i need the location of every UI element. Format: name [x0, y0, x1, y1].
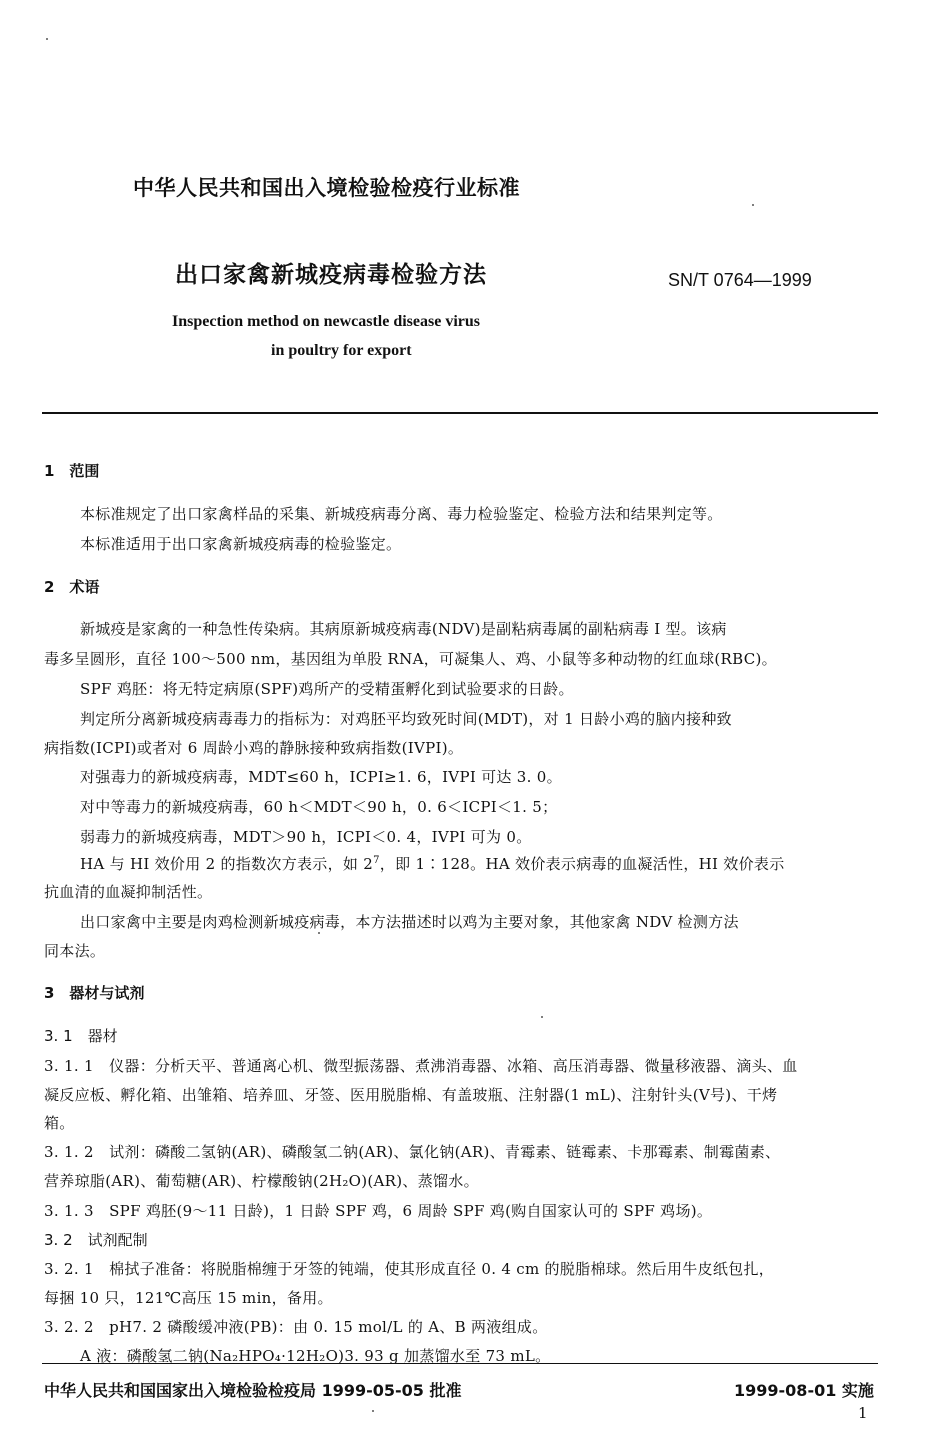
clause-3-2-2-solution-a: A 液：磷酸氢二钠(Na₂HPO₄·12H₂O)3. 93 g 加蒸馏水至 73 mL。 [80, 1347, 551, 1365]
scan-speck [541, 1016, 543, 1018]
ha-hi-text-b: ，即 1∶128。HA 效价表示病毒的血凝活性，HI 效价表示 [379, 855, 785, 873]
section-2-line: 对强毒力的新城疫病毒，MDT≤60 h，ICPI≥1. 6，IVPI 可达 3. 0。 [80, 768, 562, 786]
section-2-line: 判定所分离新城疫病毒毒力的指标为：对鸡胚平均致死时间(MDT)，对 1 日龄小鸡的脑内接种致 [80, 710, 732, 728]
scan-speck [752, 204, 754, 206]
exponent: 7 [373, 855, 380, 866]
clause-3-1-1-cont: 凝反应板、孵化箱、出雏箱、培养皿、牙签、医用脱脂棉、有盖玻瓶、注射器(1 mL)、注射针头(Ⅴ号)、干烤 [44, 1086, 778, 1104]
approval-line: 中华人民共和国国家出入境检验检疫局 1999-05-05 批准 [44, 1381, 462, 1400]
section-1-paragraph-1: 本标准规定了出口家禽样品的采集、新城疫病毒分离、毒力检验鉴定、检验方法和结果判定等。 [80, 505, 723, 523]
section-2-line: 出口家禽中主要是肉鸡检测新城疫病毒，本方法描述时以鸡为主要对象，其他家禽 NDV 检测方法 [80, 913, 739, 931]
section-2-line: 新城疫是家禽的一种急性传染病。其病原新城疫病毒(NDV)是副粘病毒属的副粘病毒 I 型。该病 [80, 620, 727, 638]
english-title-line-2: in poultry for export [271, 342, 412, 359]
clause-3-2-2: 3. 2. 2 pH7. 2 磷酸缓冲液(PB)：由 0. 15 mol/L 的 A、B 两液组成。 [44, 1318, 548, 1336]
clause-3-1-1-cont: 箱。 [44, 1114, 75, 1132]
scan-speck [372, 1410, 374, 1412]
subsection-3-1-heading: 3. 1 器材 [44, 1027, 118, 1045]
section-2-line: SPF 鸡胚：将无特定病原(SPF)鸡所产的受精蛋孵化到试验要求的日龄。 [80, 680, 574, 698]
subsection-3-2-heading: 3. 2 试剂配制 [44, 1231, 148, 1249]
header-rule [42, 412, 878, 414]
section-3-heading: 3 器材与试剂 [44, 984, 145, 1002]
clause-3-2-1-cont: 每捆 10 只，121℃高压 15 min，备用。 [44, 1289, 333, 1307]
footer-rule [42, 1363, 878, 1364]
section-2-line: 对中等毒力的新城疫病毒，60 h＜MDT＜90 h，0. 6＜ICPI＜1. 5； [80, 798, 558, 816]
ha-hi-text-a: HA 与 HI 效价用 2 的指数次方表示，如 2 [80, 855, 374, 873]
scan-speck [318, 932, 320, 934]
publisher-line: 中华人民共和国出入境检验检疫行业标准 [133, 176, 520, 200]
section-1-paragraph-2: 本标准适用于出口家禽新城疫病毒的检验鉴定。 [80, 535, 402, 553]
section-2-line: 病指数(ICPI)或者对 6 周龄小鸡的静脉接种致病指数(IVPI)。 [44, 739, 464, 757]
clause-3-1-2-cont: 营养琼脂(AR)、葡萄糖(AR)、柠檬酸钠(2H₂O)(AR)、蒸馏水。 [44, 1172, 479, 1190]
standard-number: SN/T 0764—1999 [668, 270, 812, 290]
scan-speck [46, 38, 48, 40]
section-2-line-ha-hi [80, 853, 785, 874]
section-2-line: 抗血清的血凝抑制活性。 [44, 883, 213, 901]
section-1-heading: 1 范围 [44, 462, 100, 480]
section-2-line: 毒多呈圆形，直径 100～500 nm，基因组为单股 RNA，可凝集人、鸡、小鼠等多种动物的红血球(RBC)。 [44, 650, 777, 668]
document-title: 出口家禽新城疫病毒检验方法 [175, 262, 487, 288]
section-2-line: 同本法。 [44, 942, 106, 960]
section-2-heading: 2 术语 [44, 578, 100, 596]
clause-3-1-3: 3. 1. 3 SPF 鸡胚(9～11 日龄)，1 日龄 SPF 鸡，6 周龄 SPF 鸡(购自国家认可的 SPF 鸡场)。 [44, 1202, 713, 1220]
clause-3-2-1: 3. 2. 1 棉拭子准备：将脱脂棉缠于牙签的钝端，使其形成直径 0. 4 cm 的脱脂棉球。然后用牛皮纸包扎， [44, 1260, 775, 1278]
page-number: 1 [858, 1404, 868, 1422]
english-title-line-1: Inspection method on newcastle disease virus [172, 313, 481, 330]
effective-date: 1999-08-01 实施 [734, 1381, 874, 1400]
clause-3-1-1: 3. 1. 1 仪器：分析天平、普通离心机、微型振荡器、煮沸消毒器、冰箱、高压消毒器、微量移液器、滴头、血 [44, 1057, 798, 1075]
clause-3-1-2: 3. 1. 2 试剂：磷酸二氢钠(AR)、磷酸氢二钠(AR)、氯化钠(AR)、青霉素、链霉素、卡那霉素、制霉菌素、 [44, 1143, 781, 1161]
section-2-line: 弱毒力的新城疫病毒，MDT＞90 h，ICPI＜0. 4，IVPI 可为 0。 [80, 828, 532, 846]
